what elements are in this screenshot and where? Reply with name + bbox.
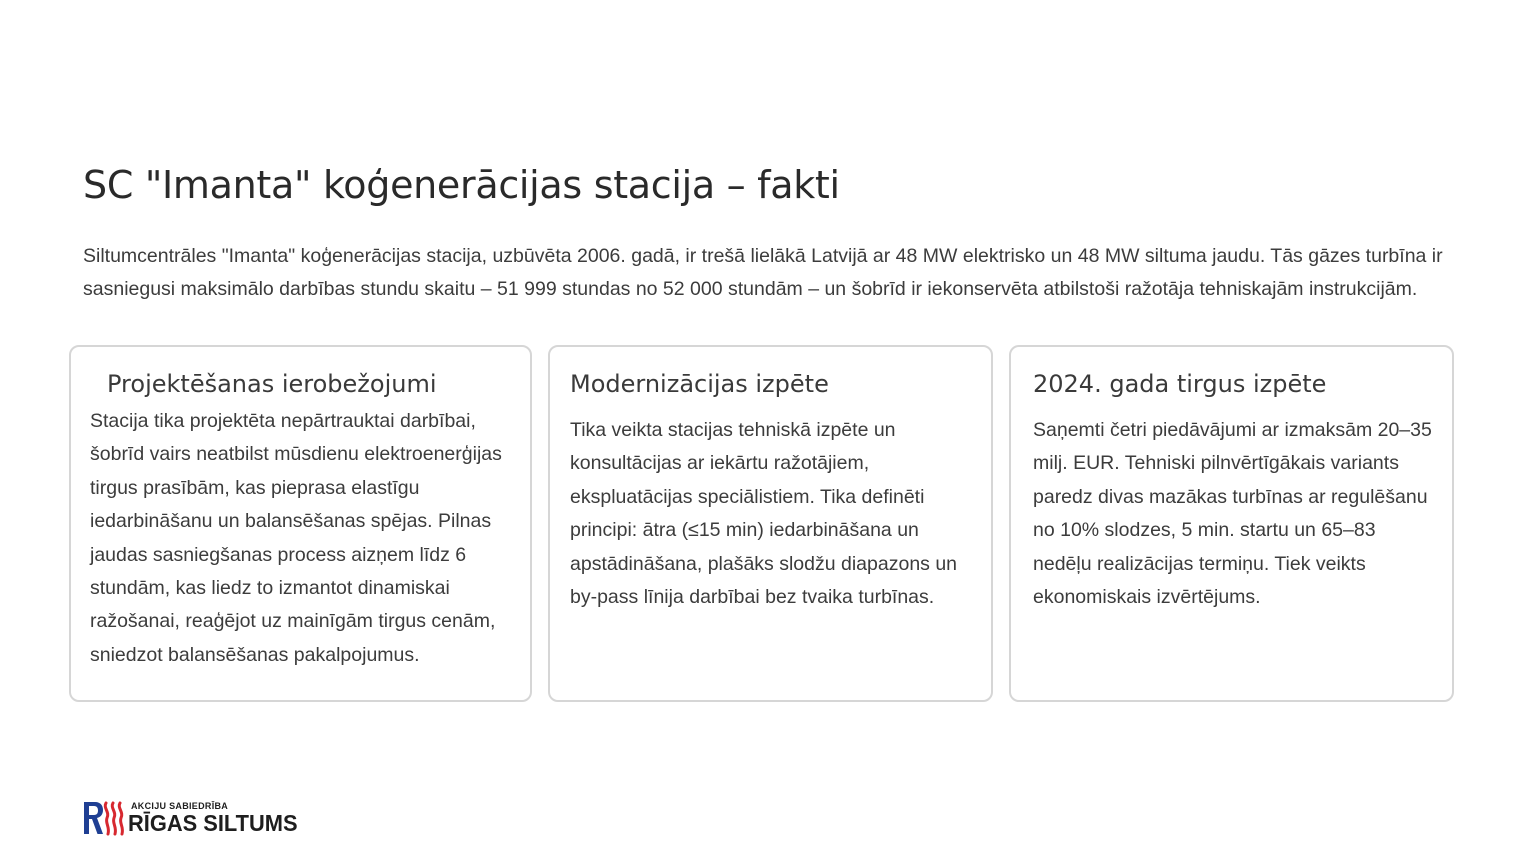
intro-paragraph: Siltumcentrāles "Imanta" koģenerācijas stacija, uzbūvēta 2006. gadā, ir trešā lielākā Latvijā ar 48 MW elektrisko un 48 MW siltuma jaudu. Tās gāzes turbīna ir sasniegusi maksimālo darbības stundu skaitu – 51 999 stundas no 52 000 stundām – un šobrīd ir iekonservēta atbilstoši ražotāja tehniskajām instrukcijām. [83,245,1443,301]
slide-title: SC "Imanta" koģenerācijas stacija – fakti [83,163,840,207]
card-market-study-2024 [1009,345,1454,702]
card-title: Projektēšanas ierobežojumi [107,370,437,398]
card-design-limitations [69,345,532,702]
card-text: Stacija tika projektēta nepārtrauktai darbībai, šobrīd vairs neatbilst mūsdienu elektroenerģijas tirgus prasībām, kas pieprasa elastīgu iedarbināšanu un balansēšanas spējas. Pilnas jaudas sasniegšanas process aizņem līdz 6 stundām, kas liedz to izmantot dinamiskai ražošanai, reaģējot uz mainīgām tirgus cenām, sniedzot balansēšanas pakalpojumus. [90,410,502,666]
company-logo [83,800,343,838]
logo-subtitle: AKCIJU SABIEDRĪBA [131,801,229,811]
card-text: Tika veikta stacijas tehniskā izpēte un konsultācijas ar iekārtu ražotājiem, ekspluatācijas speciālistiem. Tika definēti principi: ātra (≤15 min) iedarbināšana un apstādināšana, plašāks slodžu diapazons un by-pass līnija darbībai bez tvaika turbīnas. [570,419,958,609]
logo-name: RĪGAS SILTUMS [128,810,298,836]
card-text: Saņemti četri piedāvājumi ar izmaksām 20–35 milj. EUR. Tehniski pilnvērtīgākais variants paredz divas mazākas turbīnas ar regulēšanu no 10% slodzes, 5 min. startu un 65–83 nedēļu realizācijas termiņu. Tiek veikts ekonomiskais izvērtējums. [1033,419,1432,609]
card-modernization-study [548,345,993,702]
card-title: 2024. gada tirgus izpēte [1033,370,1327,398]
rs-logo-mark-icon [83,800,127,836]
card-title: Modernizācijas izpēte [570,370,829,398]
